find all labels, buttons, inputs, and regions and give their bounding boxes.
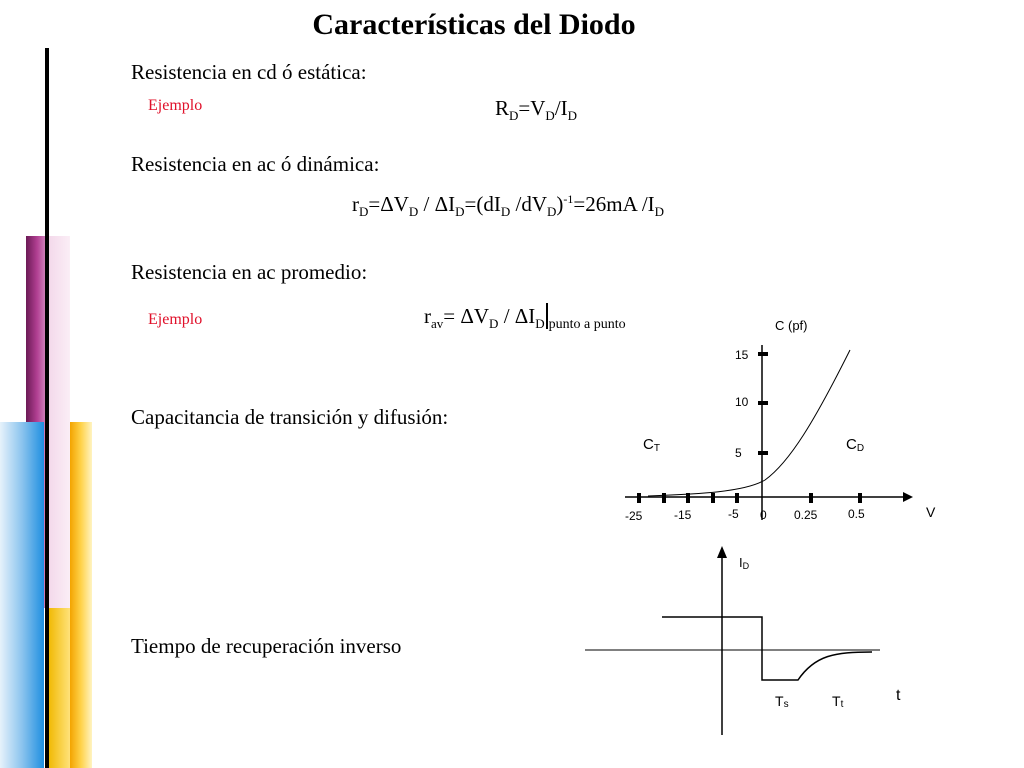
cap-x-tick-label: 0 xyxy=(760,508,767,522)
cap-x-tick-label: -15 xyxy=(674,508,692,522)
cap-x-tick-label: -5 xyxy=(728,507,739,521)
dynamic-resistance-formula: $r_D=\Delta V_D / \Delta I_D=(dI_D$ $/dV_D)^{-1}=26mA$ $/I_D$ xyxy=(352,192,665,220)
static-resistance-heading: Resistencia en cd ó estática: xyxy=(131,60,367,84)
transition-time-label: Tt xyxy=(832,693,844,710)
decor-bar-pink xyxy=(48,236,70,608)
diffusion-capacitance-label: CD xyxy=(846,436,865,454)
capacitance-curve xyxy=(648,350,850,496)
recovery-y-label: ID xyxy=(739,555,750,571)
average-resistance-heading: Resistencia en ac promedio: xyxy=(131,260,368,284)
capacitance-heading: Capacitancia de transición y difusión: xyxy=(131,405,449,429)
transition-capacitance-label: CT xyxy=(643,436,660,454)
recovery-time-heading: Tiempo de recuperación inverso xyxy=(131,634,402,658)
cap-y-label: C (pf) xyxy=(775,318,808,333)
decor-bar-yellow xyxy=(70,422,92,768)
recovery-y-arrow xyxy=(717,546,727,558)
evaluation-bar xyxy=(546,303,548,329)
static-resistance-formula: $R_D=V_D/I_D$ xyxy=(495,96,578,124)
decor-vertical-rule xyxy=(45,48,49,768)
cap-x-tick-label: 0.25 xyxy=(794,508,818,522)
cap-y-tick-label: 5 xyxy=(735,446,742,460)
cap-x-tick-label: -25 xyxy=(625,509,643,523)
slide-title: Características del Diodo xyxy=(312,8,636,41)
static-example-link[interactable]: Ejemplo xyxy=(148,97,203,114)
recovery-x-label: t xyxy=(896,687,901,704)
average-resistance-formula: $r_{av}= \Delta V_D / \Delta I_D$ $_{punto a punto}$ xyxy=(424,304,626,333)
dynamic-resistance-heading: Resistencia en ac ó dinámica: xyxy=(131,152,380,176)
cap-y-tick-label: 15 xyxy=(735,348,749,362)
recovery-chart xyxy=(580,540,910,740)
cap-x-arrow xyxy=(903,492,913,502)
average-example-link[interactable]: Ejemplo xyxy=(148,311,203,328)
decor-bar-blue xyxy=(0,422,44,768)
storage-time-label: Ts xyxy=(775,693,789,710)
recovery-current-waveform xyxy=(662,617,872,680)
cap-x-tick-label: 0.5 xyxy=(848,507,865,521)
decor-bar-yellow-lower xyxy=(48,608,70,768)
cap-y-tick-label: 10 xyxy=(735,395,749,409)
capacitance-chart xyxy=(600,310,960,535)
cap-x-label: V xyxy=(926,504,936,520)
